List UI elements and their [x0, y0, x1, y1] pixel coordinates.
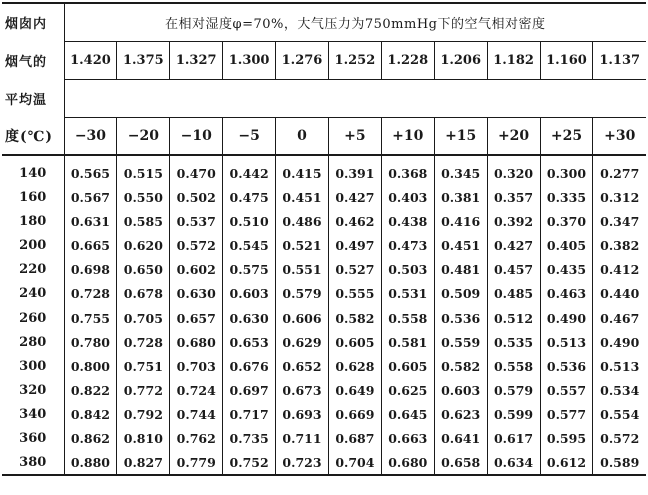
density-value-cell: 0.457 [487, 258, 540, 282]
density-value-cell: 0.755 [64, 306, 117, 330]
density-value-cell: 0.599 [487, 403, 540, 427]
table-title: 在相对湿度φ=70%，大气压力为750mmHg下的空气相对密度 [64, 3, 646, 41]
air-temperature-cell: 0 [276, 117, 329, 155]
density-cell: 1.182 [487, 41, 540, 79]
density-value-cell: 0.603 [223, 282, 276, 306]
density-value-cell: 0.392 [487, 209, 540, 233]
air-temperature-cell: +15 [434, 117, 487, 155]
density-value-cell: 0.711 [276, 427, 329, 451]
density-value-cell: 0.473 [381, 233, 434, 257]
density-value-cell: 0.577 [540, 403, 593, 427]
density-value-cell: 0.595 [540, 427, 593, 451]
density-cell: 1.252 [328, 41, 381, 79]
density-value-cell: 0.535 [487, 330, 540, 354]
density-value-cell: 0.862 [64, 427, 117, 451]
density-value-cell: 0.630 [223, 306, 276, 330]
flue-gas-temperature: 380 [19, 455, 47, 471]
table-row [2, 209, 646, 233]
flue-gas-temperature: 220 [19, 262, 47, 278]
density-table-sheet [2, 2, 646, 492]
density-value-cell: 0.728 [117, 330, 170, 354]
density-value-cell: 0.357 [487, 185, 540, 209]
density-value-cell: 0.575 [223, 258, 276, 282]
density-cell: 1.206 [434, 41, 487, 79]
density-value-cell: 0.652 [276, 354, 329, 378]
density-value-cell: 0.512 [487, 306, 540, 330]
density-value-cell: 0.630 [170, 282, 223, 306]
density-value-cell: 0.728 [64, 282, 117, 306]
density-cell: 1.420 [64, 41, 117, 79]
density-value-cell: 0.554 [593, 403, 646, 427]
table-row [2, 379, 646, 403]
density-cell: 1.327 [170, 41, 223, 79]
density-value-cell: 0.467 [593, 306, 646, 330]
flue-gas-temperature: 140 [19, 166, 47, 181]
row-header-line-1: 烟囱内 [2, 3, 64, 41]
density-value-cell: 0.486 [276, 209, 329, 233]
density-value-cell: 0.515 [117, 155, 170, 185]
density-cell: 1.375 [117, 41, 170, 79]
density-value-cell: 0.312 [593, 185, 646, 209]
table-row [2, 306, 646, 330]
density-value-cell: 0.678 [117, 282, 170, 306]
density-value-cell: 0.581 [381, 330, 434, 354]
density-value-cell: 0.697 [223, 379, 276, 403]
density-value-cell: 0.603 [434, 379, 487, 403]
density-value-cell: 0.537 [170, 209, 223, 233]
density-value-cell: 0.658 [434, 451, 487, 475]
density-value-cell: 0.536 [434, 306, 487, 330]
density-value-cell: 0.620 [117, 233, 170, 257]
density-value-cell: 0.451 [276, 185, 329, 209]
density-value-cell: 0.744 [170, 403, 223, 427]
density-value-cell: 0.605 [381, 354, 434, 378]
density-value-cell: 0.673 [276, 379, 329, 403]
density-cell: 1.160 [540, 41, 593, 79]
density-value-cell: 0.565 [64, 155, 117, 185]
table-row [2, 403, 646, 427]
air-temperature-cell: −30 [64, 117, 117, 155]
air-temperature-cell: −10 [170, 117, 223, 155]
density-value-cell: 0.470 [170, 155, 223, 185]
density-value-cell: 0.558 [381, 306, 434, 330]
density-value-cell: 0.427 [328, 185, 381, 209]
density-value-cell: 0.650 [117, 258, 170, 282]
density-value-cell: 0.827 [117, 451, 170, 475]
density-value-cell: 0.752 [223, 451, 276, 475]
density-value-cell: 0.779 [170, 451, 223, 475]
density-value-cell: 0.606 [276, 306, 329, 330]
density-value-cell: 0.405 [540, 233, 593, 257]
air-temperature-cell: +25 [540, 117, 593, 155]
table-row [2, 330, 646, 354]
flue-gas-temperature: 240 [19, 286, 47, 302]
density-value-cell: 0.412 [593, 258, 646, 282]
density-value-cell: 0.415 [276, 155, 329, 185]
density-value-cell: 0.631 [64, 209, 117, 233]
density-value-cell: 0.503 [381, 258, 434, 282]
density-value-cell: 0.521 [276, 233, 329, 257]
density-value-cell: 0.534 [593, 379, 646, 403]
air-temperature-cell: +20 [487, 117, 540, 155]
density-value-cell: 0.440 [593, 282, 646, 306]
density-value-cell: 0.704 [328, 451, 381, 475]
density-value-cell: 0.698 [64, 258, 117, 282]
density-value-cell: 0.617 [487, 427, 540, 451]
density-value-cell: 0.485 [487, 282, 540, 306]
table-row [2, 233, 646, 257]
density-value-cell: 0.680 [170, 330, 223, 354]
table-row [2, 354, 646, 378]
air-density-table [2, 2, 646, 476]
density-value-cell: 0.641 [434, 427, 487, 451]
density-value-cell: 0.625 [381, 379, 434, 403]
density-value-cell: 0.502 [170, 185, 223, 209]
density-value-cell: 0.735 [223, 427, 276, 451]
density-value-cell: 0.438 [381, 209, 434, 233]
density-value-cell: 0.602 [170, 258, 223, 282]
density-value-cell: 0.527 [328, 258, 381, 282]
density-value-cell: 0.462 [328, 209, 381, 233]
density-value-cell: 0.513 [593, 354, 646, 378]
density-value-cell: 0.427 [487, 233, 540, 257]
density-value-cell: 0.649 [328, 379, 381, 403]
density-value-cell: 0.403 [381, 185, 434, 209]
density-value-cell: 0.510 [223, 209, 276, 233]
density-value-cell: 0.391 [328, 155, 381, 185]
density-value-cell: 0.557 [540, 379, 593, 403]
density-value-cell: 0.822 [64, 379, 117, 403]
density-value-cell: 0.585 [117, 209, 170, 233]
density-value-cell: 0.509 [434, 282, 487, 306]
density-value-cell: 0.810 [117, 427, 170, 451]
density-value-cell: 0.669 [328, 403, 381, 427]
density-value-cell: 0.723 [276, 451, 329, 475]
density-value-cell: 0.676 [223, 354, 276, 378]
density-value-cell: 0.345 [434, 155, 487, 185]
flue-gas-temperature: 160 [19, 189, 47, 205]
density-value-cell: 0.435 [540, 258, 593, 282]
density-value-cell: 0.536 [540, 354, 593, 378]
density-value-cell: 0.475 [223, 185, 276, 209]
density-value-cell: 0.551 [276, 258, 329, 282]
density-value-cell: 0.780 [64, 330, 117, 354]
density-value-cell: 0.463 [540, 282, 593, 306]
density-value-cell: 0.382 [593, 233, 646, 257]
density-value-cell: 0.550 [117, 185, 170, 209]
density-cell: 1.276 [276, 41, 329, 79]
table-row [2, 258, 646, 282]
density-value-cell: 0.751 [117, 354, 170, 378]
density-value-cell: 0.623 [434, 403, 487, 427]
flue-gas-temperature: 280 [19, 334, 47, 350]
density-value-cell: 0.724 [170, 379, 223, 403]
flue-gas-temperature: 260 [19, 310, 47, 326]
air-temperature-cell: +10 [381, 117, 434, 155]
density-value-cell: 0.693 [276, 403, 329, 427]
density-cell: 1.300 [223, 41, 276, 79]
density-value-cell: 0.880 [64, 451, 117, 475]
flue-gas-temperature: 180 [19, 213, 47, 229]
density-value-cell: 0.497 [328, 233, 381, 257]
density-value-cell: 0.705 [117, 306, 170, 330]
density-value-cell: 0.628 [328, 354, 381, 378]
density-value-cell: 0.629 [276, 330, 329, 354]
header-spacer [64, 79, 646, 117]
table-row [2, 282, 646, 306]
density-value-cell: 0.451 [434, 233, 487, 257]
density-value-cell: 0.545 [223, 233, 276, 257]
table-row [2, 155, 646, 185]
density-value-cell: 0.531 [381, 282, 434, 306]
flue-gas-temperature: 360 [19, 431, 47, 447]
density-value-cell: 0.645 [381, 403, 434, 427]
flue-gas-temperature: 200 [19, 237, 47, 253]
row-header-line-3: 平均温 [5, 92, 48, 108]
density-value-cell: 0.572 [593, 427, 646, 451]
density-value-cell: 0.481 [434, 258, 487, 282]
density-value-cell: 0.665 [64, 233, 117, 257]
density-value-cell: 0.634 [487, 451, 540, 475]
air-temperature-cell: +30 [593, 117, 646, 155]
density-value-cell: 0.687 [328, 427, 381, 451]
density-cell: 1.228 [381, 41, 434, 79]
density-value-cell: 0.772 [117, 379, 170, 403]
density-value-cell: 0.703 [170, 354, 223, 378]
density-value-cell: 0.800 [64, 354, 117, 378]
air-temperature-cell: −20 [117, 117, 170, 155]
density-value-cell: 0.612 [540, 451, 593, 475]
density-cell: 1.137 [593, 41, 646, 79]
row-header-line-2: 烟气的 [5, 54, 48, 70]
density-value-cell: 0.320 [487, 155, 540, 185]
density-value-cell: 0.370 [540, 209, 593, 233]
density-value-cell: 0.792 [117, 403, 170, 427]
density-value-cell: 0.657 [170, 306, 223, 330]
density-value-cell: 0.381 [434, 185, 487, 209]
density-value-cell: 0.589 [593, 451, 646, 475]
density-value-cell: 0.605 [328, 330, 381, 354]
density-value-cell: 0.490 [593, 330, 646, 354]
density-value-cell: 0.558 [487, 354, 540, 378]
table-row [2, 185, 646, 209]
density-value-cell: 0.582 [328, 306, 381, 330]
air-temperature-cell: −5 [223, 117, 276, 155]
density-value-cell: 0.680 [381, 451, 434, 475]
flue-gas-temperature: 320 [19, 383, 47, 399]
table-row [2, 427, 646, 451]
density-value-cell: 0.300 [540, 155, 593, 185]
flue-gas-temperature: 300 [19, 358, 47, 374]
density-value-cell: 0.653 [223, 330, 276, 354]
row-header-line-4: 度(℃) [5, 128, 54, 145]
density-value-cell: 0.842 [64, 403, 117, 427]
density-value-cell: 0.762 [170, 427, 223, 451]
density-value-cell: 0.579 [276, 282, 329, 306]
density-value-cell: 0.490 [540, 306, 593, 330]
density-value-cell: 0.579 [487, 379, 540, 403]
density-value-cell: 0.717 [223, 403, 276, 427]
table-row [2, 451, 646, 475]
density-value-cell: 0.663 [381, 427, 434, 451]
density-value-cell: 0.368 [381, 155, 434, 185]
flue-gas-temperature: 340 [19, 407, 47, 423]
density-value-cell: 0.582 [434, 354, 487, 378]
density-value-cell: 0.572 [170, 233, 223, 257]
density-value-cell: 0.347 [593, 209, 646, 233]
density-value-cell: 0.335 [540, 185, 593, 209]
density-value-cell: 0.513 [540, 330, 593, 354]
air-temperature-cell: +5 [328, 117, 381, 155]
density-value-cell: 0.442 [223, 155, 276, 185]
density-value-cell: 0.559 [434, 330, 487, 354]
density-value-cell: 0.567 [64, 185, 117, 209]
density-value-cell: 0.555 [328, 282, 381, 306]
density-value-cell: 0.277 [593, 155, 646, 185]
density-value-cell: 0.416 [434, 209, 487, 233]
